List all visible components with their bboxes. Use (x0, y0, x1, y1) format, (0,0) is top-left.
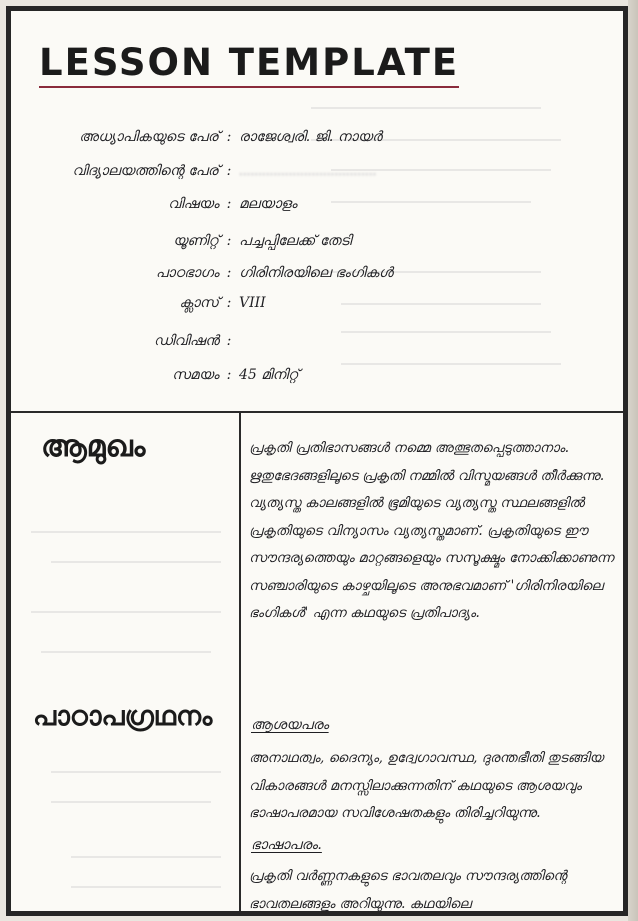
field-lesson (31, 265, 393, 281)
field-colon: : (226, 367, 232, 383)
field-value: പച്ചപ്പിലേക്ക് തേടി (239, 233, 352, 249)
conceptual-subheading: ആശയപരം (251, 717, 329, 733)
field-duration (31, 367, 299, 383)
field-colon: : (226, 265, 232, 281)
scan-edge (628, 0, 638, 921)
conceptual-text (249, 745, 623, 828)
field-label: അധ്യാപികയുടെ പേര് (79, 129, 219, 145)
introduction-paragraph: പ്രകൃതി പ്രതിഭാസങ്ങൾ നമ്മെ അത്ഭുതപ്പെടുത്താനാം. ഋതുഭേദങ്ങളിലൂടെ പ്രകൃതി നമ്മിൽ വിസ്മയങ്ങൾ തീർക്കുന്നു. വ്യത്യസ്ത കാലങ്ങളിൽ ഭൂമിയുടെ വ്യത്യസ്ത സ്ഥലങ്ങളിൽ പ്രകൃതിയുടെ വിന്യാസം വ്യത്യസ്തമാണ്. പ്രകൃതിയുടെ ഈ സൗന്ദര്യത്തെയും മാറ്റങ്ങളെയും സസൂക്ഷ്മം നോക്കിക്കാണുന്ന സഞ്ചാരിയുടെ കാഴ്ചയിലൂടെ അനുഭവമാണ് 'ഗിരിനിരയിലെ ഭംഗികൾ' എന്ന കഥയുടെ പ്രതിപാദ്യം. (249, 440, 614, 621)
field-colon: : (226, 196, 232, 212)
field-value: VIII (239, 295, 266, 311)
linguistic-paragraph: പ്രകൃതി വർണ്ണനകളുടെ ഭാവതലവും സൗന്ദര്യത്തിന്റെ ഭാവതലങ്ങളും അറിയുന്നു. കഥയിലെ (249, 868, 567, 912)
field-school-name (31, 163, 376, 179)
field-label: ഡിവിഷൻ (153, 333, 219, 349)
introduction-heading: ആമുഖം (41, 429, 146, 464)
field-unit (31, 233, 351, 249)
introduction-text (249, 435, 623, 628)
field-teacher-name (31, 129, 382, 145)
linguistic-text (249, 863, 623, 916)
field-colon: : (226, 233, 232, 249)
field-subject (31, 196, 297, 212)
table-top-rule (11, 411, 623, 413)
field-label: വിദ്യാലയത്തിന്റെ പേര് (72, 163, 219, 179)
field-value: ഗിരിനിരയിലെ ഭംഗികൾ (239, 265, 393, 281)
field-label: യൂണിറ്റ് (173, 233, 219, 249)
field-value: രാജേശ്വരി. ജി. നായർ (239, 129, 382, 145)
field-value: .................................... (239, 164, 377, 178)
field-label: വിഷയം (168, 196, 219, 212)
learning-outcomes-heading: പാഠാപഗ്രഥനം (33, 701, 213, 732)
field-division (31, 333, 239, 349)
field-value: 45 മിനിറ്റ് (239, 367, 299, 383)
field-label: ക്ലാസ് (179, 295, 219, 311)
table-column-rule (239, 411, 241, 916)
field-colon: : (226, 163, 232, 179)
field-label: പാഠഭാഗം (155, 265, 219, 281)
field-label: സമയം (172, 367, 219, 383)
field-value: മലയാളം (239, 196, 298, 212)
lesson-page (6, 6, 628, 916)
conceptual-paragraph: അനാഥത്വം, ദൈന്യം, ഉദ്വേഗാവസ്ഥ, ദുരന്തഭീതി തുടങ്ങിയ വികാരങ്ങൾ മനസ്സിലാക്കുന്നതിന് കഥയുടെ ആശയവും ഭാഷാപരമായ സവിശേഷതകളും തിരിച്ചറിയുന്നു. (249, 750, 604, 821)
field-colon: : (226, 295, 232, 311)
linguistic-subheading: ഭാഷാപരം. (251, 837, 322, 853)
field-class (31, 295, 266, 311)
field-colon: : (226, 129, 232, 145)
field-colon: : (226, 333, 232, 349)
document-title: LESSON TEMPLATE (39, 41, 459, 88)
